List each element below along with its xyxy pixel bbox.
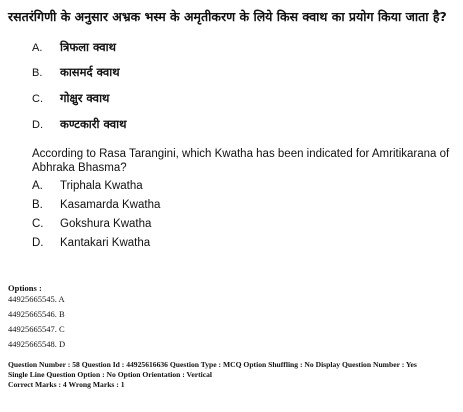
option-letter: C. [32, 218, 44, 230]
option-letter: A. [32, 180, 43, 192]
option-hindi-a [32, 38, 116, 56]
option-text: Triphala Kwatha [60, 180, 143, 192]
option-letter: B. [32, 199, 43, 211]
option-code-d: 44925665548. D [8, 339, 66, 349]
option-letter: D. [32, 119, 43, 131]
option-code-c: 44925665547. C [8, 324, 65, 334]
option-text: कण्टकारी क्वाथ [60, 117, 127, 131]
option-english-a [32, 178, 143, 194]
option-code-b: 44925665546. B [8, 309, 65, 319]
option-english-b [32, 197, 160, 213]
question-info-line-1: Question Number : 58 Question Id : 44925616636 Question Type : MCQ Option Shuffling : No Display Question Number : Yes [8, 360, 417, 369]
option-text: Kantakari Kwatha [60, 237, 151, 249]
option-code-a: 44925665545. A [8, 294, 65, 304]
question-text-hindi: रसतरंगिणी के अनुसार अभ्रक भस्म के अमृतीकरण के लिये किस क्वाथ का प्रयोग किया जाता है? [8, 9, 447, 24]
marks-info: Correct Marks : 4 Wrong Marks : 1 [8, 380, 125, 389]
option-hindi-b [32, 63, 120, 81]
question-info-line-2: Single Line Question Option : No Option Orientation : Vertical [8, 370, 212, 379]
option-text: गोक्षुर क्वाथ [60, 91, 110, 105]
option-letter: B. [32, 67, 43, 79]
question-text-english: According to Rasa Tarangini, which Kwatha has been indicated for Amritikarana of Abhraka Bhasma? [32, 148, 450, 174]
options-heading: Options : [8, 283, 42, 293]
option-text: कासमर्द क्वाथ [60, 65, 120, 79]
option-english-d [32, 235, 150, 251]
option-english-c [32, 216, 151, 232]
option-letter: A. [32, 42, 43, 54]
option-text: Kasamarda Kwatha [60, 199, 161, 211]
option-text: त्रिफला क्वाथ [60, 40, 116, 54]
option-letter: C. [32, 93, 43, 105]
option-text: Gokshura Kwatha [60, 218, 152, 230]
option-hindi-d [32, 115, 126, 133]
option-hindi-c [32, 89, 109, 107]
option-letter: D. [32, 237, 44, 249]
